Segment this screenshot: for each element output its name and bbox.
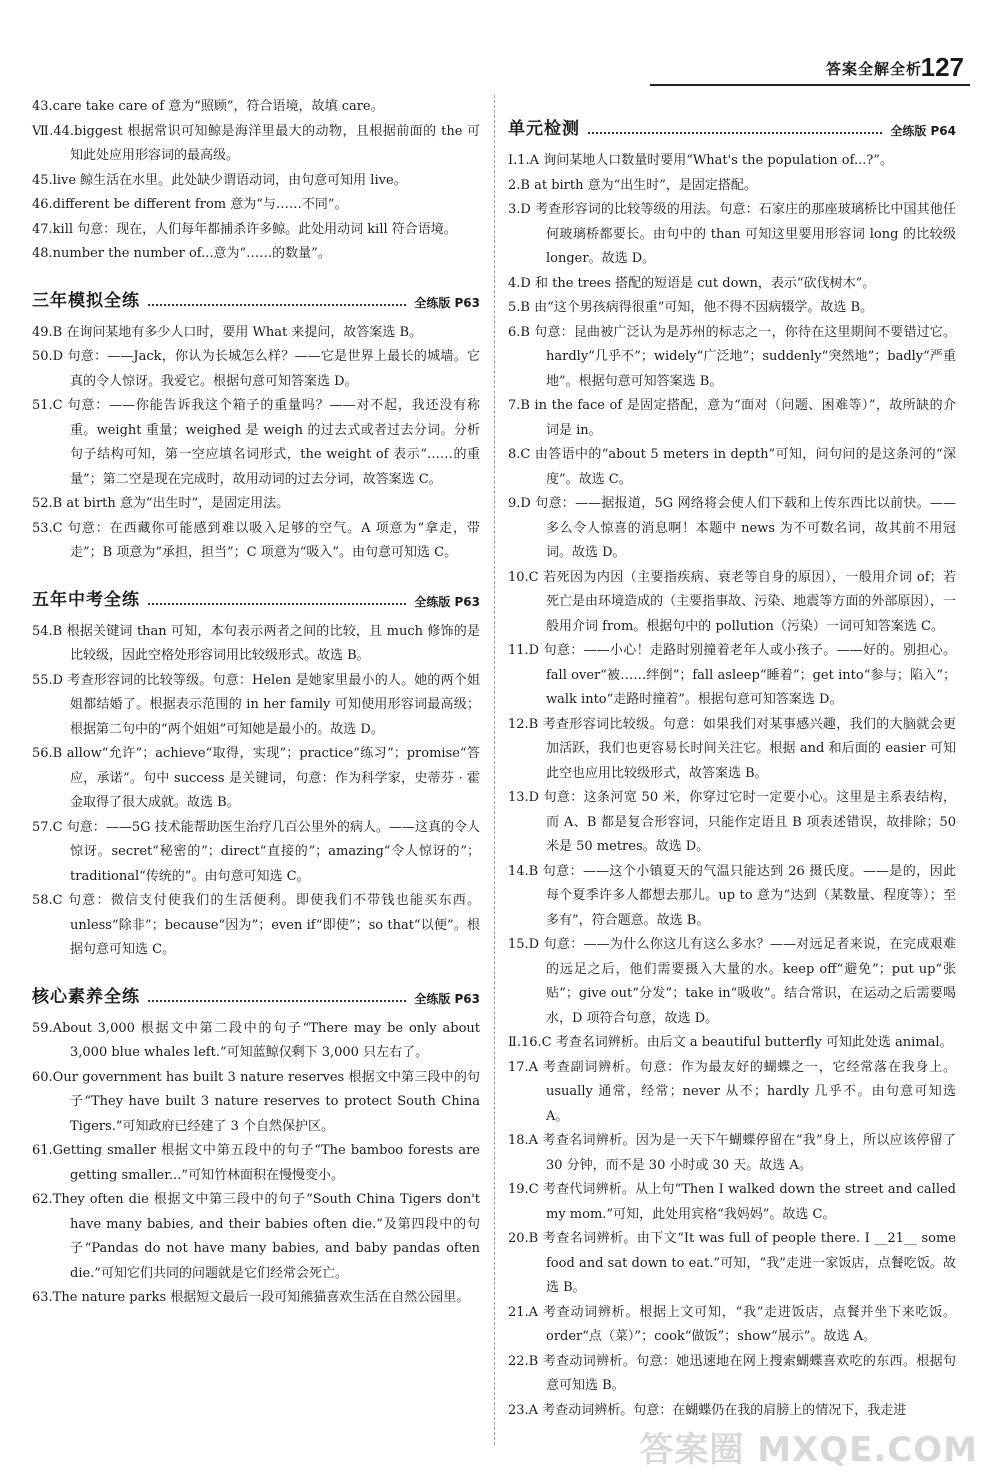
section-leader-dots	[148, 1000, 406, 1002]
answer-entry: 9.D 句意：——据报道，5G 网络将会使人们下载和上传东西比以前快。——多么令人惊喜的消息啊！本题中 news 为不可数名词，故其前不用冠词。故选 D。	[508, 496, 956, 560]
answer-entry: 60.Our government has built 3 nature reserves 根据文中第三段中的句子“They have built 3 nature reserves to protect South China Tigers.”可知政府已经建了 3 个自然保护区。	[32, 1069, 480, 1134]
section-page-ref: 全练版 P63	[414, 991, 480, 1006]
answer-entry: 8.C 由答语中的“about 5 meters in depth”可知，问句问的是这条河的“深度”。故选 C。	[508, 447, 956, 487]
section-header	[32, 979, 480, 1007]
answer-entry: Ⅱ.16.C 考查名词辨析。由后文 a beautiful butterfly 可知此处选 animal。	[508, 1035, 953, 1050]
header-title: 答案全解全析	[825, 60, 922, 78]
answer-entry: 20.B 考查名词辨析。由下文“It was full of people there. I __21__ some food and sat down to eat.”可知，“我”走进一家饭店，点餐吃饭。故选 B。	[508, 1231, 956, 1295]
section-leader-dots	[588, 132, 882, 134]
section-header	[32, 582, 480, 610]
answer-entry: 2.B at birth 意为“出生时”，是固定搭配。	[508, 177, 757, 193]
answer-entry: 55.D 考查形容词的比较等级。句意：Helen 是她家里最小的人。她的两个姐姐都结婚了。根据表示范围的 in her family 可知使用形容词最高级；根据第二句中的“两个姐姐”可知她是最小的。故选 D。	[32, 672, 480, 737]
answer-entry: 17.A 考查副词辨析。句意：作为最友好的蝴蝶之一，它经常落在我身上。usually 通常，经常；never 从不；hardly 几乎不。由句意可知选 A。	[508, 1059, 956, 1124]
section-title: 五年中考全练	[32, 589, 140, 610]
answer-entry: 22.B 考查动词辨析。句意：她迅速地在网上搜索蝴蝶喜欢吃的东西。根据句意可知选 B。	[508, 1353, 956, 1393]
left-column	[32, 95, 480, 1311]
answer-entry: 61.Getting smaller 根据文中第五段中的句子“The bamboo forests are getting smaller...”可知竹林面积在慢慢变小。	[32, 1143, 480, 1183]
answer-entry: 58.C 句意：微信支付使我们的生活便利。即使我们不带钱也能买东西。unless“除非”；because“因为”；even if“即使”；so that“以便”。根据句意可知选 C。	[32, 893, 480, 957]
header-rule	[650, 84, 970, 86]
section-page-ref: 全练版 P63	[414, 295, 480, 310]
answer-entry: 19.C 考查代词辨析。从上句“Then I walked down the street and called my mom.”可知，此处用宾格“我妈妈”。故选 C。	[508, 1182, 956, 1222]
answer-entry: Ⅶ.44.biggest 根据常识可知鲸是海洋里最大的动物，且根据前面的 the 可知此处应用形容词的最高级。	[32, 123, 480, 163]
answer-entry: 47.kill 句意：现在，人们每年都捕杀许多鲸。此处用动词 kill 符合语境。	[32, 221, 457, 237]
answer-entry: 45.live 鲸生活在水里。此处缺少谓语动词，由句意可知用 live。	[32, 172, 407, 188]
answer-entry: 12.B 考查形容词比较级。句意：如果我们对某事感兴趣，我们的大脑就会更加活跃，我们也更容易长时间关注它。根据 and 和后面的 easier 可知此空也应用比较级形式，故答案选 B。	[508, 716, 956, 781]
section-page-ref: 全练版 P64	[890, 124, 956, 138]
column-divider	[494, 95, 495, 1445]
answer-entry: 48.number the number of...意为“……的数量”。	[32, 246, 331, 261]
answer-entry: 54.B 根据关键词 than 可知，本句表示两者之间的比较，且 much 修饰的是比较级，因此空格处形容词用比较级形式。故选 B。	[32, 623, 480, 663]
section-header	[508, 111, 956, 139]
section-leader-dots	[148, 603, 406, 605]
answer-entry: Ⅰ.1.A 询问某地人口数量时要用“What's the population of...?”。	[508, 153, 893, 168]
section-header	[32, 283, 480, 311]
answer-entry: 10.C 若死因为内因（主要指疾病、衰老等自身的原因），一般用介词 of；若死亡是由环境造成的（主要指事故、污染、地震等方面的外部原因），一般用介词 from。根据句中的 pollution（污染）一词可知答案选 C。	[508, 569, 956, 634]
answer-entry: 4.D 和 the trees 搭配的短语是 cut down，表示“砍伐树木”。	[508, 275, 876, 291]
section-title: 单元检测	[508, 119, 580, 139]
answer-entry: 21.A 考查动词辨析。根据上文可知，“我”走进饭店，点餐并坐下来吃饭。order“点（菜）”；cook“做饭”；show“展示”。故选 A。	[508, 1304, 956, 1344]
section-leader-dots	[148, 304, 406, 306]
answer-entry: 18.A 考查名词辨析。因为是一天下午蝴蝶停留在“我”身上，所以应该停留了 30 分钟，而不是 30 小时或 30 天。故选 A。	[508, 1133, 956, 1173]
section-page-ref: 全练版 P63	[414, 594, 480, 609]
watermark-logo: 答案圈 MXQE.COM	[639, 1430, 978, 1470]
answer-entry: 43.care take care of 意为“照顾”，符合语境，故填 care。	[32, 99, 384, 114]
section-title: 三年模拟全练	[32, 290, 140, 311]
answer-entry: 53.C 句意：在西藏你可能感到难以吸入足够的空气。A 项意为“拿走，带走”；B 项意为“承担，担当”；C 项意为“吸入”。由句意可知选 C。	[32, 520, 480, 560]
answer-entry: 63.The nature parks 根据短文最后一段可知熊猫喜欢生活在自然公园里。	[32, 1290, 470, 1305]
answer-entry: 14.B 句意：——这个小镇夏天的气温只能达到 26 摄氏度。——是的，因此每个夏季许多人都想去那儿。up to 意为“达到（某数量、程度等）；至多有”，符合题意。故选 B。	[508, 863, 956, 928]
answer-entry: 59.About 3,000 根据文中第二段中的句子“There may be only about 3,000 blue whales left.”可知蓝鲸仅剩下 3,000 只左右了。	[32, 1020, 480, 1060]
section-title: 核心素养全练	[32, 986, 140, 1007]
answer-entry: 49.B 在询问某地有多少人口时，要用 What 来提问，故答案选 B。	[32, 324, 423, 340]
answer-entry: 15.D 句意：——为什么你这儿有这么多水？——对远足者来说，在完成艰难的远足之后，他们需要摄入大量的水。keep off“避免”；put up“张贴”；give out“分发”；take in“吸收”。结合常识，在运动之后需要喝水，D 项符合句意，故选 D。	[508, 937, 956, 1026]
page-header	[0, 0, 1000, 90]
answer-entry: 6.B 句意：昆曲被广泛认为是苏州的标志之一，你待在这里期间不要错过它。hardly“几乎不”；widely“广泛地”；suddenly“突然地”；badly“严重地”。根据句意可知答案选 B。	[508, 324, 956, 389]
answer-entry: 52.B at birth 意为“出生时”，是固定用法。	[32, 496, 290, 511]
answer-entry: 57.C 句意：——5G 技术能帮助医生治疗几百公里外的病人。——这真的令人惊讶。secret“秘密的”；direct“直接的”；amazing“令人惊讶的”；traditional“传统的”。由句意可知选 C。	[32, 819, 480, 884]
answer-entry: 46.different be different from 意为“与……不同”。	[32, 197, 348, 212]
answer-entry: 51.C 句意：——你能告诉我这个箱子的重量吗？——对不起，我还没有称重。weight 重量；weighed 是 weigh 的过去式或者过去分词。分析句子结构可知，第一空应填名词形式，the weight of 表示“……的重量”；第二空是现在完成时，故用动词的过去分词，故答案选 C。	[32, 398, 480, 487]
answer-entry: 50.D 句意：——Jack，你认为长城怎么样？——它是世界上最长的城墙。它真的令人惊讶。我爱它。根据句意可知答案选 D。	[32, 349, 480, 389]
answer-entry: 56.B allow“允许”；achieve“取得，实现”；practice“练习”；promise“答应，承诺”。句中 success 是关键词，句意：作为科学家，史蒂芬 · 霍金取得了很大成就。故选 B。	[32, 746, 480, 810]
answer-entry: 23.A 考查动词辨析。句意：在蝴蝶仍在我的肩膀上的情况下，我走进	[508, 1402, 907, 1418]
answer-entry: 62.They often die 根据文中第三段中的句子“South China Tigers don't have many babies, and their babies often die.”及第四段中的句子“Pandas do not have many babies, and baby pandas often die.”可知它们共同的问题就是它们经常会死亡。	[32, 1192, 480, 1281]
answer-entry: 7.B in the face of 是固定搭配，意为“面对（问题、困难等）”，故所缺的介词是 in。	[508, 398, 956, 438]
answer-entry: 5.B 由“这个男孩病得很重”可知，他不得不因病辍学。故选 B。	[508, 300, 874, 315]
right-column	[508, 95, 956, 1423]
page-number: 127	[920, 52, 964, 82]
answer-entry: 11.D 句意：——小心！走路时别撞着老年人或小孩子。——好的。别担心。fall over“被……绊倒”；fall asleep“睡着”；get into“参与；陷入”；walk into“走路时撞着”。根据句意可知答案选 D。	[508, 643, 956, 707]
answer-entry: 13.D 句意：这条河宽 50 米，你穿过它时一定要小心。这里是主系表结构，而 A、B 都是复合形容词，只能作定语且 B 项表述错误，故排除；50 米是 50 metres。故选 D。	[508, 790, 956, 854]
answer-entry: 3.D 考查形容词的比较等级的用法。句意：石家庄的那座玻璃桥比中国其他任何玻璃桥都要长。由句中的 than 可知这里要用形容词 long 的比较级 longer。故选 D。	[508, 202, 956, 266]
